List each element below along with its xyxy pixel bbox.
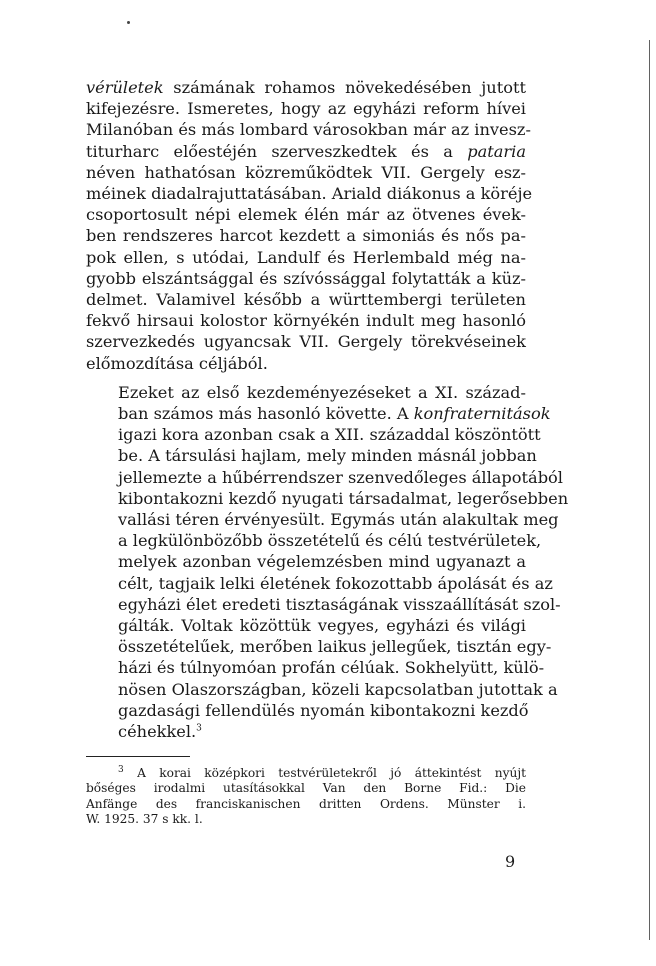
footnote-marker: 3 [118,764,124,775]
text-line [86,424,541,445]
text-line [86,162,526,183]
text-line [86,721,526,742]
text-line [86,551,526,572]
footnote-line [86,797,526,812]
line-text: néven hathatósan közreműködtek VII. Gergely esz- [86,162,526,182]
italic-term: vérületek [86,78,164,97]
line-text: ban számos más hasonló követte. A [118,404,414,424]
italic-term: konfraternitások [413,404,551,424]
line-text: ben rendszeres harcot kezdett a simoniás és nős pa- [86,226,526,246]
line-text: titurharc előestéjén szerveszkedtek és a [86,141,468,161]
text-line [86,530,542,551]
text-line [86,353,526,374]
line-text: célt, tagjaik lelki életének fokozottabb ápolását és az [118,573,553,593]
line-text: csoportosult népi elemek élén már az ötvenes évek- [86,205,526,225]
text-line [86,509,559,530]
footnote [86,766,526,828]
line-text: Milanóban és más lombard városokban már az invesz- [86,120,531,140]
line-text: egyházi élet eredeti tisztaságának visszaállítását szol- [118,594,561,614]
text-line [86,679,558,700]
text-line [86,289,526,310]
body-text [86,77,569,742]
line-text: előmozdítása céljából. [86,353,268,373]
text-line [86,700,529,721]
text-line [86,403,551,424]
text-line [86,310,526,331]
italic-term: pataria [467,141,526,161]
text-line [86,657,545,678]
text-line [86,119,531,140]
line-text: A korai középkori testvérületekről jó áttekintést nyújt [123,766,526,780]
page-edge-line [649,40,650,940]
line-text: W. 1925. 37 s kk. l. [86,812,203,827]
line-text: kibontakozni kezdő nyugati társadalmat, legerősebben [118,488,569,508]
text-line [86,268,526,289]
text-line [86,141,526,162]
line-text: Ezeket az első kezdeményezéseket a XI. század- [118,382,526,402]
line-text: méinek diadalrajuttatásában. Ariald diákonus a köréje [86,184,533,204]
line-text: pok ellen, s utódai, Landulf és Herlembald még na- [86,247,526,267]
line-text: gálták. Voltak közöttük vegyes, egyházi és világi [118,616,526,636]
text-line [86,247,526,268]
line-text: igazi kora azonban csak a XII. századdal köszöntött [118,425,541,445]
footnote-line [86,812,526,827]
text-line [86,77,526,98]
line-text: összetételűek, merőben laikus jellegűek, tisztán egy- [118,637,552,657]
line-text: a legkülönbözőbb összetételű és célú testvérületek, [118,531,542,551]
text-line [86,204,526,225]
text-line [86,636,552,657]
footnote-line [86,766,526,781]
text-line [86,573,553,594]
line-text: melyek azonban végelemzésben mind ugyanazt a [118,552,526,572]
text-line [86,467,563,488]
line-text: házi és túlnyomóan profán célúak. Sokhelyütt, külö- [118,658,545,678]
text-line [86,98,526,119]
line-text: bőséges irodalmi utasításokkal Van den Borne Fid.: Die [86,781,526,796]
line-text: gazdasági fellendülés nyomán kibontakozni kezdő [118,700,529,720]
line-text: számának rohamos növekedésében jutott [163,78,526,97]
line-text: gyobb elszántsággal és szívóssággal folytatták a küz- [86,268,526,288]
line-text: fekvő hirsaui kolostor környékén indult meg hasonló [86,311,526,331]
line-text: vallási téren érvényesült. Egymás után alakultak meg [118,510,559,530]
line-text: nösen Olaszországban, közeli kapcsolatban jutottak a [118,679,558,699]
footnote-line [86,781,526,796]
text-line [86,445,537,466]
text-line [86,183,533,204]
page-number: 9 [505,852,516,871]
footnote-reference: 3 [196,723,202,734]
paragraph-1 [86,77,533,374]
line-text: Anfänge des franciskanischen dritten Ordens. Münster i. [86,796,526,811]
line-text: be. A társulási hajlam, mely minden másnál jobban [118,446,537,466]
speck-mark [127,21,130,24]
text-line [86,382,526,403]
footnote-divider [86,756,190,757]
line-text: delmet. Valamivel később a württembergi területen [86,290,526,310]
text-line [86,488,569,509]
line-text: céhekkel. [118,722,197,742]
text-line [86,225,526,246]
text-line [86,594,561,615]
text-line [86,331,526,352]
line-text: szervezkedés ugyancsak VII. Gergely törekvéseinek [86,332,526,352]
line-text: jellemezte a hűbérrendszer szenvedőleges állapotából [118,467,563,487]
paragraph-2 [86,382,569,742]
text-line [86,615,526,636]
line-text: kifejezésre. Ismeretes, hogy az egyházi reform hívei [86,99,526,119]
